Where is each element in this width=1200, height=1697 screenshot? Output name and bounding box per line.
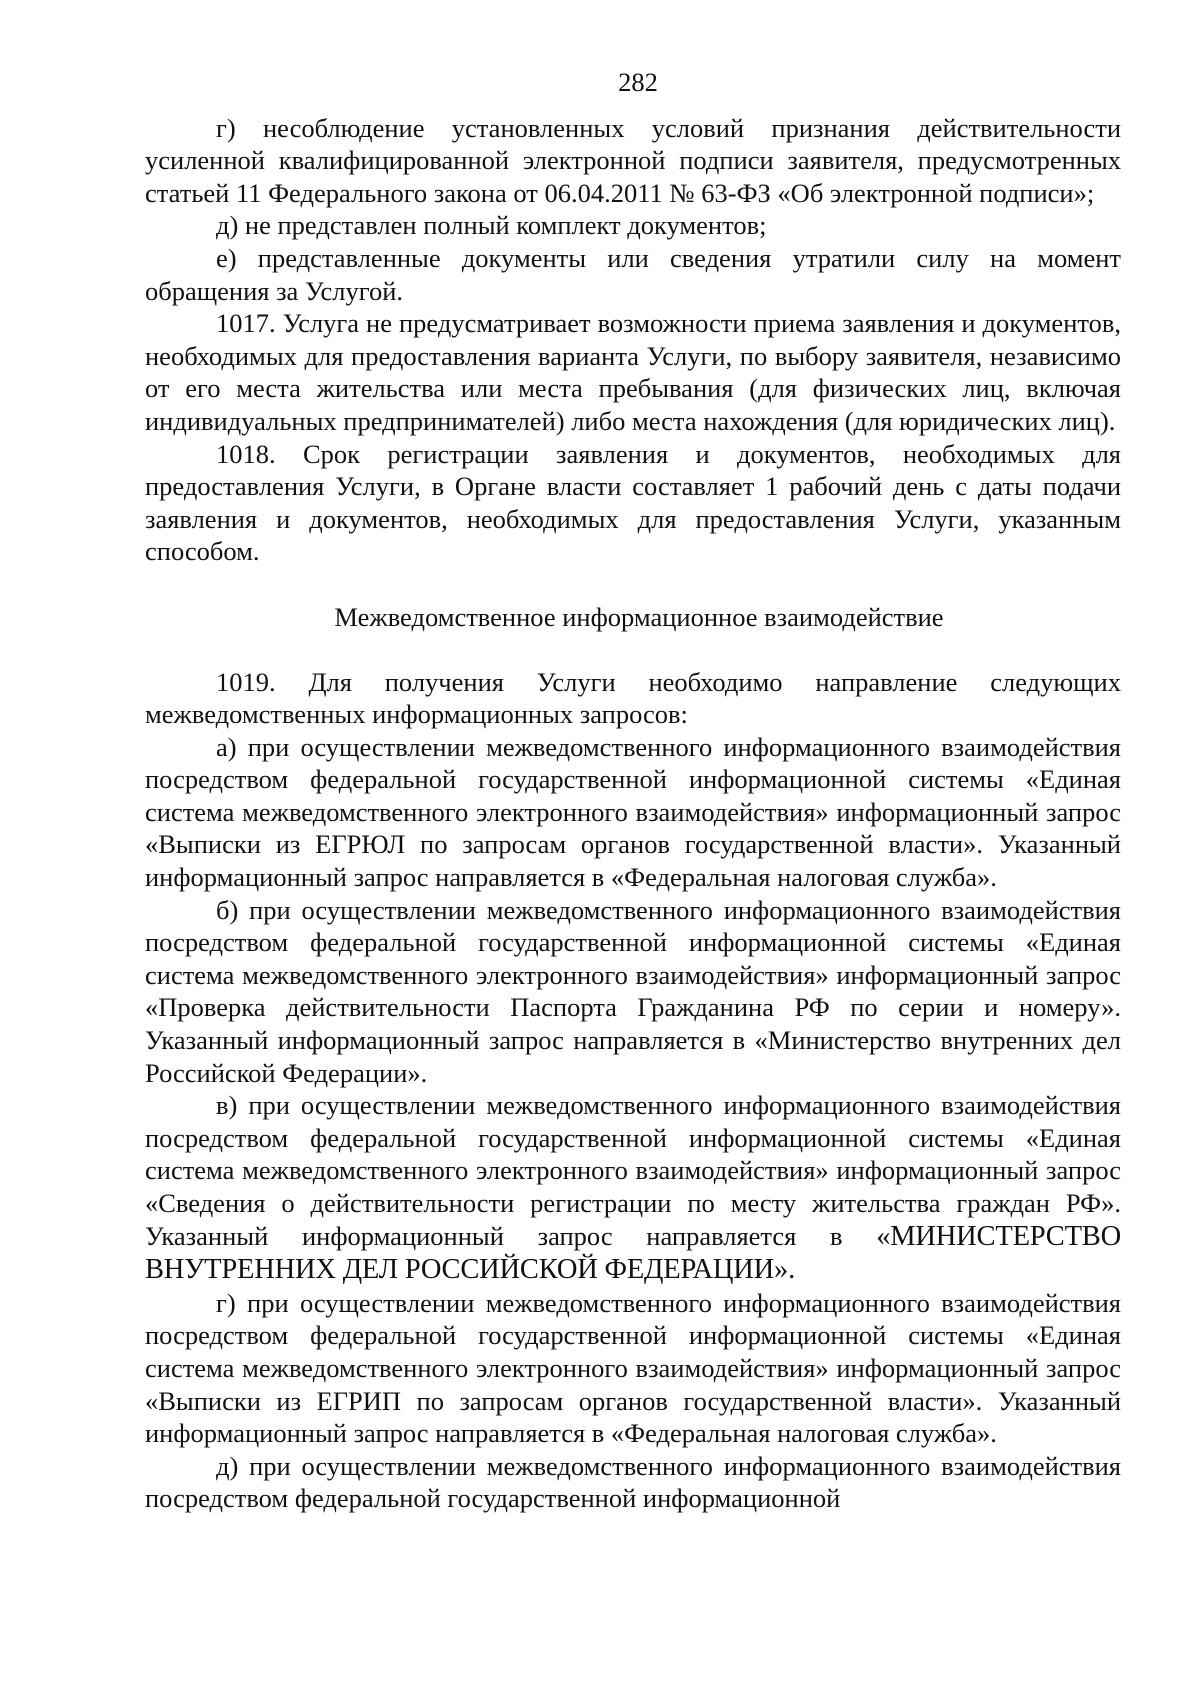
paragraph-1019: 1019. Для получения Услуги необходимо направление следующих межведомственных информационных запросов: bbox=[145, 666, 1121, 730]
page-number: 282 bbox=[618, 67, 658, 97]
paragraph-b-passport: б) при осуществлении межведомственного информационного взаимодействия посредством федеральной государственной информационной системы «Единая система межведомственного электронного взаимодействия» информационный запрос «Проверка действительности Паспорта Гражданина РФ по серии и номеру». Указанный информационный запрос направляется в «Министерство внутренних дел Российской Федерации». bbox=[145, 894, 1121, 1088]
paragraph-g-signature: г) несоблюдение установленных условий признания действительности усиленной квалифицированной электронной подписи заявителя, предусмотренных статьей 11 Федерального закона от 06.04.2011 № 63-ФЗ «Об электронной подписи»; bbox=[145, 112, 1121, 208]
paragraph-d-continued: д) при осуществлении межведомственного информационного взаимодействия посредством федеральной государственной информационной bbox=[145, 1450, 1121, 1514]
document-page bbox=[145, 66, 1121, 1515]
paragraph-a-egrul: а) при осуществлении межведомственного информационного взаимодействия посредством федеральной государственной информационной системы «Единая система межведомственного электронного взаимодействия» информационный запрос «Выписки из ЕГРЮЛ по запросам органов государственной власти». Указанный информационный запрос направляется в «Федеральная налоговая служба». bbox=[145, 731, 1121, 893]
paragraph-1018: 1018. Срок регистрации заявления и документов, необходимых для предоставления Услуги, в Органе власти составляет 1 рабочий день с даты подачи заявления и документов, необходимых для предоставления Услуги, указанным способом. bbox=[145, 438, 1121, 567]
paragraph-1017: 1017. Услуга не предусматривает возможности приема заявления и документов, необходимых для предоставления варианта Услуги, по выбору заявителя, независимо от его места жительства или места пребывания (для физических лиц, включая индивидуальных предпринимателей) либо места нахождения (для юридических лиц). bbox=[145, 308, 1121, 436]
paragraph-d-documents: д) не представлен полный комплект документов; bbox=[216, 210, 767, 241]
section-heading: Межведомственное информационное взаимодействие bbox=[334, 601, 944, 632]
paragraph-e-expired: е) представленные документы или сведения утратили силу на момент обращения за Услугой. bbox=[145, 242, 1121, 306]
paragraph-v-registration bbox=[145, 1089, 1121, 1287]
paragraph-v-caps: «МИНИСТЕРСТВО ВНУТРЕННИХ ДЕЛ РОССИЙСКОЙ ФЕДЕРАЦИИ». bbox=[145, 1220, 1121, 1286]
paragraph-g-egrip: г) при осуществлении межведомственного информационного взаимодействия посредством федеральной государственной информационной системы «Единая система межведомственного электронного взаимодействия» информационный запрос «Выписки из ЕГРИП по запросам органов государственной власти». Указанный информационный запрос направляется в «Федеральная налоговая служба». bbox=[145, 1287, 1121, 1449]
paragraph-v-text: в) при осуществлении межведомственного информационного взаимодействия посредством федеральной государственной информационной системы «Единая система межведомственного электронного взаимодействия» информационный запрос «Сведения о действительности регистрации по месту жительства граждан РФ». Указанный информационный запрос направляется в bbox=[145, 1090, 1121, 1251]
